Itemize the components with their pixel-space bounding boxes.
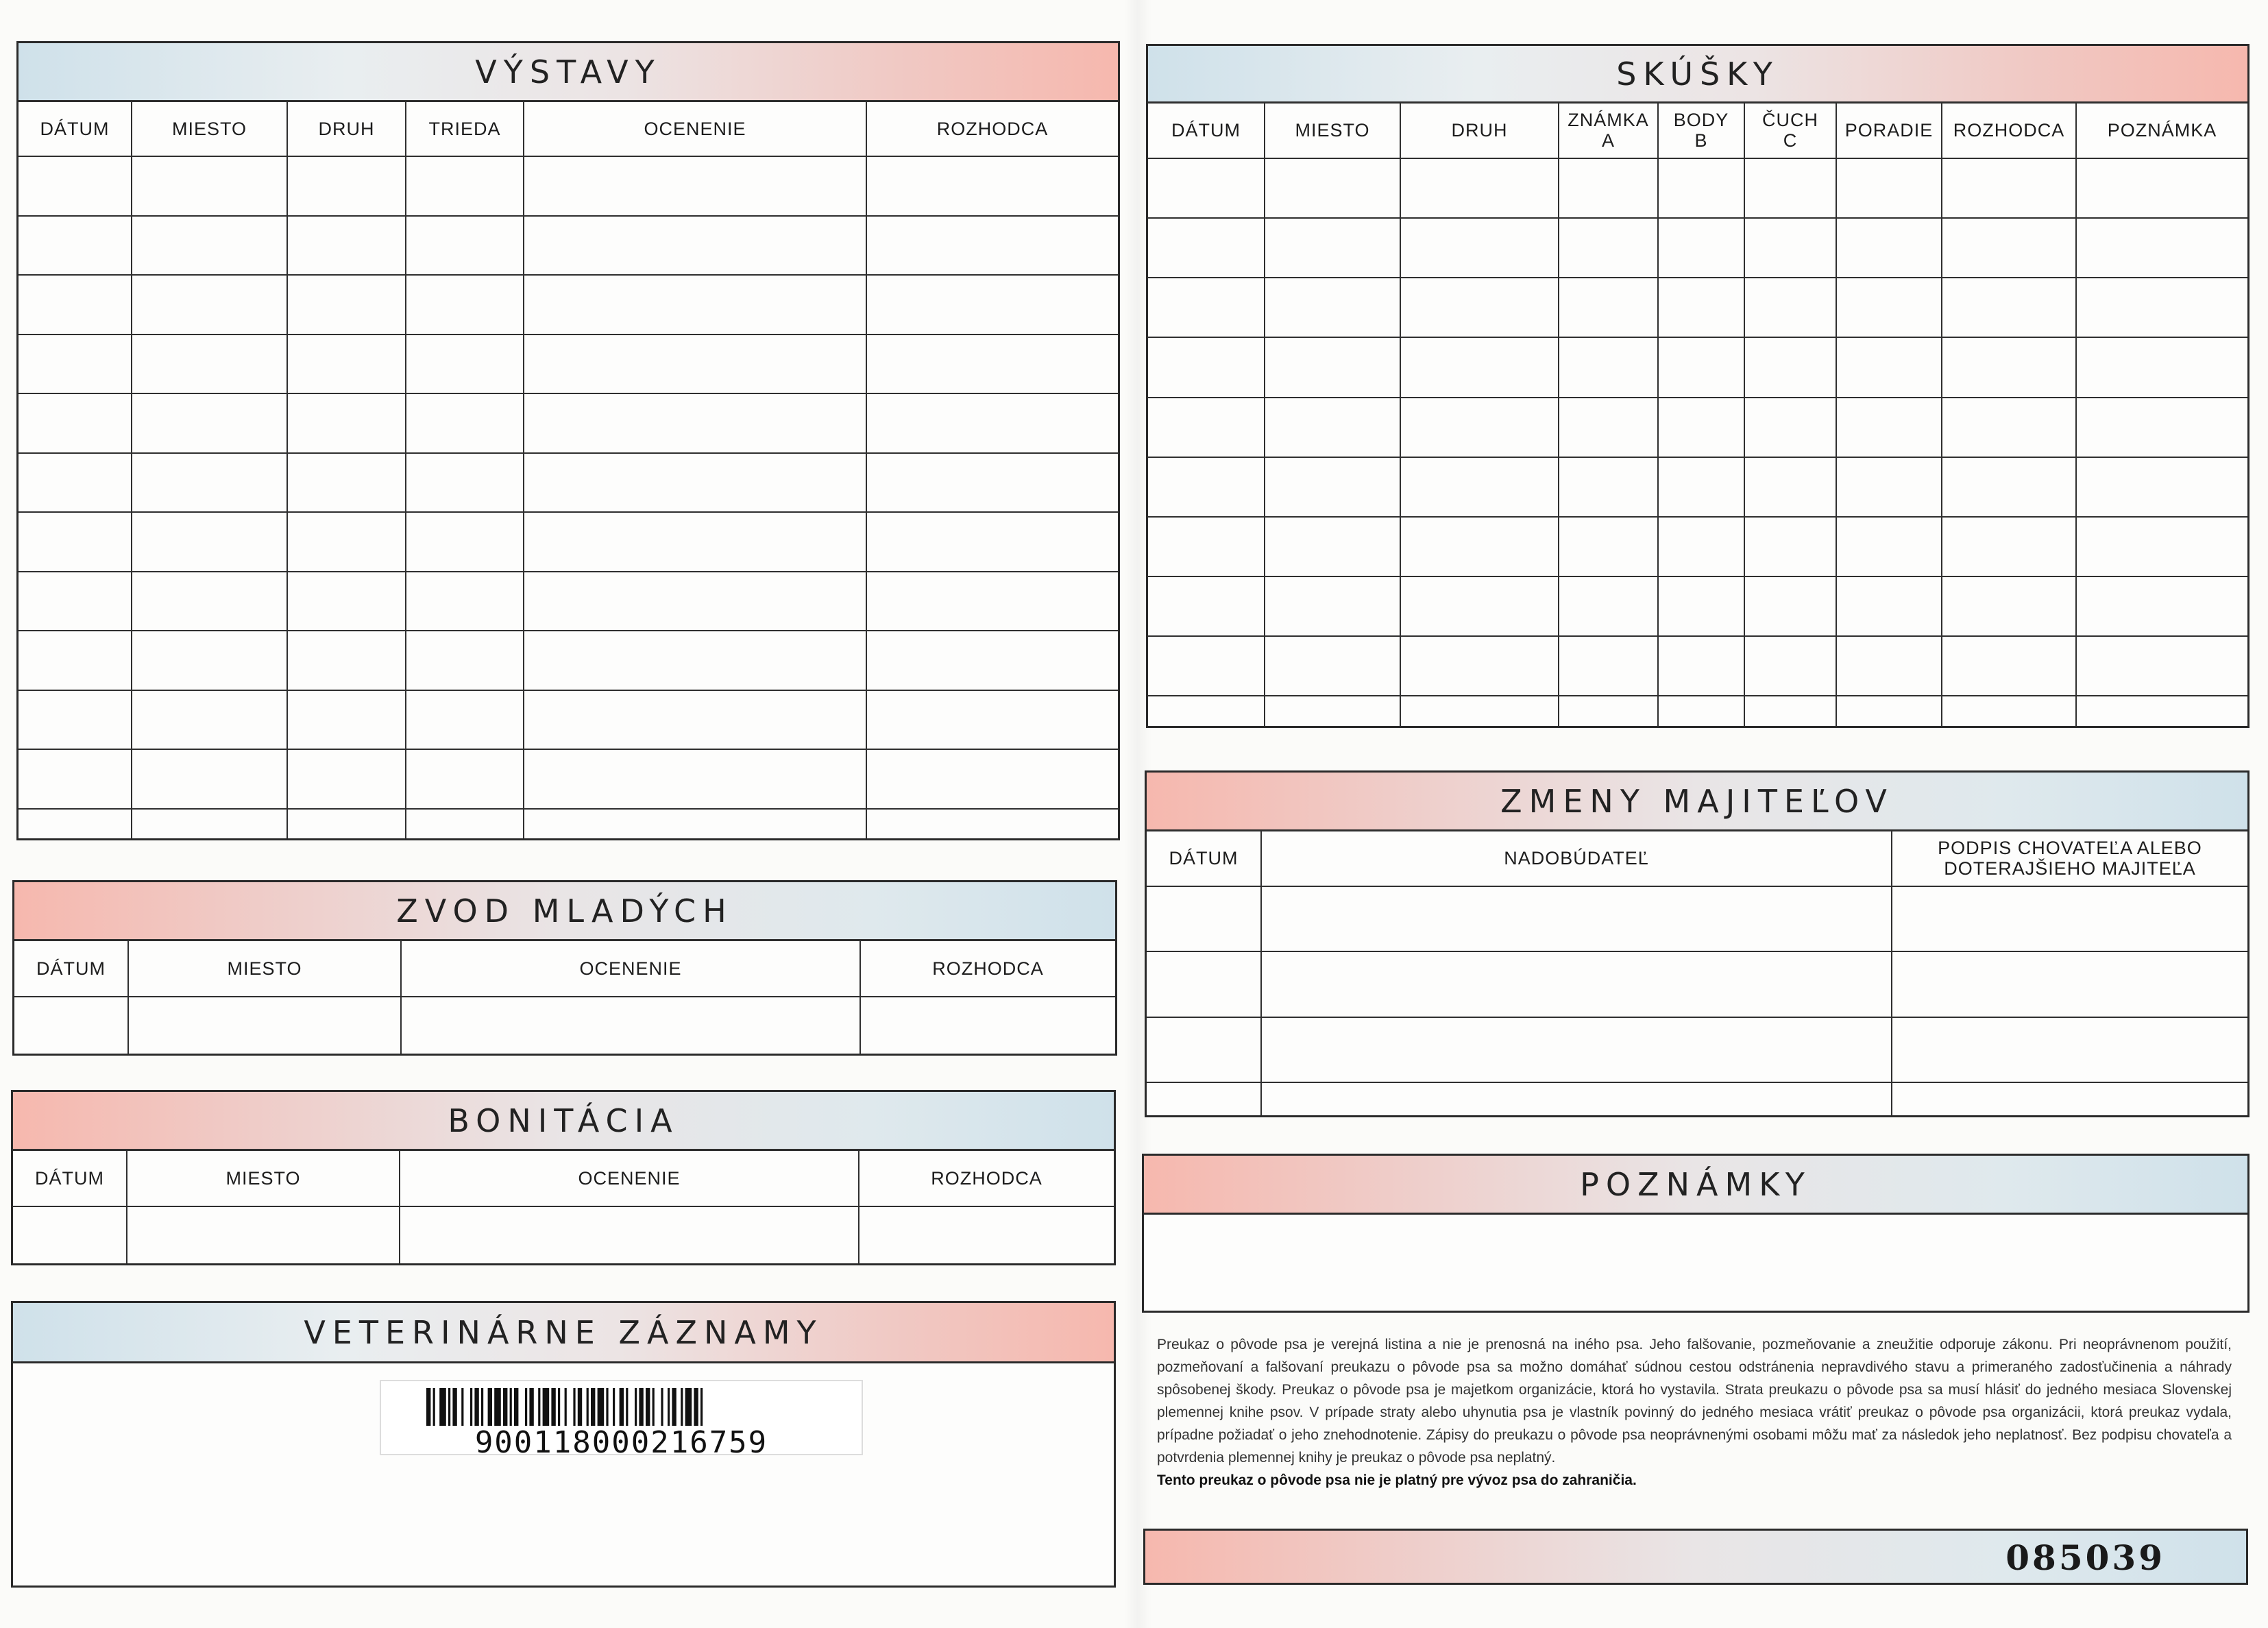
skusky-section — [1146, 44, 2249, 728]
skusky-col-miesto: MIESTO — [1265, 102, 1400, 158]
zmeny-row — [1147, 1082, 2247, 1115]
vystavy-col-rozhodca: ROZHODCA — [866, 101, 1118, 156]
table-cell[interactable] — [1400, 278, 1559, 337]
table-cell[interactable] — [406, 572, 524, 631]
table-cell[interactable] — [1942, 278, 2076, 337]
table-cell[interactable] — [1892, 951, 2247, 1017]
table-cell[interactable] — [1744, 636, 1836, 696]
table-cell[interactable] — [406, 275, 524, 335]
table-cell[interactable] — [524, 393, 866, 453]
table-cell[interactable] — [1836, 457, 1942, 517]
table-cell[interactable] — [1147, 1082, 1261, 1115]
table-cell[interactable] — [287, 749, 406, 809]
barcode-bars — [426, 1388, 824, 1426]
table-cell[interactable] — [128, 997, 401, 1054]
table-cell[interactable] — [1400, 218, 1559, 278]
vystavy-row — [19, 393, 1118, 453]
skusky-col-rozhodca: ROZHODCA — [1942, 102, 2076, 158]
table-cell[interactable] — [524, 156, 866, 216]
serial-number: 085039 — [2005, 1538, 2165, 1578]
table-cell[interactable] — [400, 1206, 859, 1263]
zmeny-col-nadobudatel: NADOBÚDATEĽ — [1261, 830, 1892, 886]
table-cell[interactable] — [132, 335, 287, 394]
table-cell[interactable] — [1942, 398, 2076, 457]
veterinarne-section — [11, 1301, 1116, 1588]
table-cell[interactable] — [866, 275, 1118, 335]
table-cell[interactable] — [1658, 457, 1744, 517]
table-cell[interactable] — [1658, 636, 1744, 696]
zmeny-col-podpis: PODPIS CHOVATEĽA ALEBO DOTERAJŠIEHO MAJITEĽA — [1892, 830, 2247, 886]
skusky-col-body: BODY B — [1658, 102, 1744, 158]
table-cell[interactable] — [19, 690, 132, 750]
vystavy-header-band — [19, 43, 1118, 102]
table-cell[interactable] — [2076, 218, 2247, 278]
table-cell[interactable] — [1836, 398, 1942, 457]
bonitacia-col-rozhodca: ROZHODCA — [859, 1150, 1114, 1206]
table-cell[interactable] — [19, 631, 132, 690]
skusky-row — [1148, 218, 2247, 278]
table-cell[interactable] — [19, 393, 132, 453]
table-cell[interactable] — [1942, 218, 2076, 278]
zvod-title: ZVOD MLADÝCH — [396, 892, 733, 930]
table-cell[interactable] — [406, 216, 524, 276]
table-cell[interactable] — [524, 690, 866, 750]
table-cell[interactable] — [287, 809, 406, 838]
table-cell[interactable] — [1265, 398, 1400, 457]
table-cell[interactable] — [1559, 517, 1658, 576]
vystavy-col-trieda: TRIEDA — [406, 101, 524, 156]
table-cell[interactable] — [1836, 576, 1942, 636]
table-cell[interactable] — [1559, 218, 1658, 278]
table-cell[interactable] — [1261, 1017, 1892, 1082]
table-cell[interactable] — [287, 216, 406, 276]
legal-notice — [1157, 1333, 2232, 1492]
table-cell[interactable] — [132, 749, 287, 809]
table-cell[interactable] — [19, 453, 132, 513]
table-cell[interactable] — [1261, 886, 1892, 951]
table-cell[interactable] — [1836, 278, 1942, 337]
table-cell[interactable] — [1265, 158, 1400, 218]
vystavy-row — [19, 453, 1118, 513]
table-cell[interactable] — [866, 512, 1118, 572]
table-cell[interactable] — [1658, 278, 1744, 337]
table-cell[interactable] — [287, 393, 406, 453]
table-cell[interactable] — [406, 335, 524, 394]
table-cell[interactable] — [1400, 517, 1559, 576]
table-cell[interactable] — [13, 1206, 127, 1263]
table-cell[interactable] — [524, 216, 866, 276]
table-cell[interactable] — [866, 809, 1118, 838]
table-cell[interactable] — [2076, 576, 2247, 636]
table-cell[interactable] — [1744, 337, 1836, 397]
table-cell[interactable] — [1942, 517, 2076, 576]
table-cell[interactable] — [1559, 696, 1658, 726]
table-cell[interactable] — [406, 749, 524, 809]
vystavy-row — [19, 216, 1118, 276]
skusky-row — [1148, 398, 2247, 457]
table-cell[interactable] — [1265, 517, 1400, 576]
table-cell[interactable] — [1148, 517, 1265, 576]
table-cell[interactable] — [1892, 1082, 2247, 1115]
poznamky-section — [1142, 1154, 2249, 1313]
table-cell[interactable] — [1658, 696, 1744, 726]
zmeny-title: ZMENY MAJITEĽOV — [1500, 782, 1894, 820]
zmeny-row — [1147, 1017, 2247, 1082]
table-cell[interactable] — [132, 156, 287, 216]
barcode-number: 900118000216759 — [474, 1425, 768, 1460]
table-cell[interactable] — [1658, 158, 1744, 218]
skusky-col-poradie: PORADIE — [1836, 102, 1942, 158]
zmeny-section — [1145, 770, 2249, 1117]
zvod-header-band — [14, 882, 1115, 941]
table-cell[interactable] — [1658, 576, 1744, 636]
vystavy-section — [16, 41, 1120, 840]
table-cell[interactable] — [1400, 636, 1559, 696]
table-cell[interactable] — [406, 512, 524, 572]
table-cell[interactable] — [132, 572, 287, 631]
zmeny-header-band — [1147, 773, 2247, 831]
vystavy-row — [19, 749, 1118, 809]
table-cell[interactable] — [1942, 636, 2076, 696]
skusky-col-cuch: ČUCH C — [1744, 102, 1836, 158]
table-cell[interactable] — [2076, 278, 2247, 337]
skusky-col-druh: DRUH — [1400, 102, 1559, 158]
barcode-sticker — [380, 1380, 863, 1460]
table-cell[interactable] — [1744, 278, 1836, 337]
table-cell[interactable] — [859, 1206, 1114, 1263]
table-cell[interactable] — [1658, 398, 1744, 457]
table-cell[interactable] — [1265, 457, 1400, 517]
table-cell[interactable] — [2076, 337, 2247, 397]
table-cell[interactable] — [1400, 457, 1559, 517]
table-cell[interactable] — [19, 275, 132, 335]
table-cell[interactable] — [19, 512, 132, 572]
table-cell[interactable] — [19, 335, 132, 394]
table-cell[interactable] — [1400, 696, 1559, 726]
table-cell[interactable] — [132, 393, 287, 453]
table-cell[interactable] — [524, 809, 866, 838]
table-cell[interactable] — [1148, 158, 1265, 218]
bonitacia-header-band — [13, 1092, 1114, 1151]
table-cell[interactable] — [1147, 1017, 1261, 1082]
table-cell[interactable] — [287, 275, 406, 335]
table-cell[interactable] — [287, 631, 406, 690]
table-cell[interactable] — [14, 997, 128, 1054]
vystavy-row — [19, 512, 1118, 572]
zvod-row — [14, 997, 1115, 1054]
skusky-row — [1148, 278, 2247, 337]
table-cell[interactable] — [1261, 1082, 1892, 1115]
legal-notice-text: Preukaz o pôvode psa je verejná listina a nie je prenosná na iného psa. Jeho falšovanie, pozmeňovanie a zneužitie odporuje zákonu. Pri neoprávnenom použití, pozmeňovaní a falšovaní preukazu o pôvode psa sa možno domáhať súdnou cestou odstránenia nepravdivého stavu a primeraného zadosťučinenia a náhrady spôsobenej škody. Preukaz o pôvode psa je majetkom organizácie, ktorá ho vystavila. Strata preukazu o pôvode psa sa musí hlásiť do jedného mesiaca Slovenskej plemennej knihe psov. V prípade straty alebo uhynutia psa je vlastník povinný do jedného mesiaca vrátiť preukaz o pôvode psa organizácii, ktorá preukaz vydala, prípadne požiadať o jeho znehodnotenie. Zápisy do preukazu o pôvode psa neoprávnenými osobami môžu mať za následok jeho neplatnosť. Bez podpisu chovateľa a potvrdenia plemennej knihy je preukaz o pôvode psa neplatný. — [1157, 1337, 2232, 1466]
table-cell[interactable] — [1559, 337, 1658, 397]
table-cell[interactable] — [1836, 218, 1942, 278]
table-cell[interactable] — [1744, 457, 1836, 517]
table-cell[interactable] — [1744, 517, 1836, 576]
table-cell[interactable] — [1148, 457, 1265, 517]
table-cell[interactable] — [287, 572, 406, 631]
vystavy-row — [19, 275, 1118, 335]
table-cell[interactable] — [2076, 517, 2247, 576]
table-cell[interactable] — [1892, 1017, 2247, 1082]
table-cell[interactable] — [1147, 886, 1261, 951]
table-cell[interactable] — [1559, 158, 1658, 218]
zvod-col-datum: DÁTUM — [14, 940, 128, 997]
vystavy-row — [19, 809, 1118, 838]
skusky-table — [1148, 101, 2247, 726]
table-cell[interactable] — [287, 335, 406, 394]
poznamky-title: POZNÁMKY — [1580, 1165, 1812, 1203]
table-cell[interactable] — [1148, 576, 1265, 636]
table-cell[interactable] — [866, 631, 1118, 690]
table-cell[interactable] — [866, 690, 1118, 750]
table-cell[interactable] — [1559, 636, 1658, 696]
table-cell[interactable] — [1148, 636, 1265, 696]
table-cell[interactable] — [287, 156, 406, 216]
bonitacia-col-miesto: MIESTO — [127, 1150, 400, 1206]
zmeny-row — [1147, 886, 2247, 951]
skusky-row — [1148, 158, 2247, 218]
table-cell[interactable] — [1836, 158, 1942, 218]
table-cell[interactable] — [2076, 696, 2247, 726]
zmeny-row — [1147, 951, 2247, 1017]
table-cell[interactable] — [287, 690, 406, 750]
skusky-row — [1148, 457, 2247, 517]
table-cell[interactable] — [2076, 158, 2247, 218]
table-cell[interactable] — [860, 997, 1115, 1054]
table-cell[interactable] — [524, 631, 866, 690]
table-cell[interactable] — [132, 275, 287, 335]
table-cell[interactable] — [866, 749, 1118, 809]
table-cell[interactable] — [287, 453, 406, 513]
zmeny-table — [1147, 829, 2247, 1115]
skusky-title: SKÚŠKY — [1616, 55, 1779, 93]
table-cell[interactable] — [1265, 218, 1400, 278]
table-cell[interactable] — [1400, 398, 1559, 457]
table-cell[interactable] — [1942, 457, 2076, 517]
table-cell[interactable] — [1942, 337, 2076, 397]
zvod-col-rozhodca: ROZHODCA — [860, 940, 1115, 997]
veterinarne-header-band — [13, 1303, 1114, 1363]
skusky-col-poznamka: POZNÁMKA — [2076, 102, 2247, 158]
table-cell[interactable] — [132, 512, 287, 572]
table-cell[interactable] — [19, 572, 132, 631]
vystavy-col-datum: DÁTUM — [19, 101, 132, 156]
table-cell[interactable] — [1658, 517, 1744, 576]
table-cell[interactable] — [1942, 696, 2076, 726]
table-cell[interactable] — [1400, 158, 1559, 218]
table-cell[interactable] — [1744, 576, 1836, 636]
table-cell[interactable] — [132, 690, 287, 750]
table-cell[interactable] — [1265, 636, 1400, 696]
table-cell[interactable] — [1261, 951, 1892, 1017]
poznamky-header-band — [1144, 1156, 2247, 1215]
vystavy-title: VÝSTAVY — [475, 53, 661, 90]
table-cell[interactable] — [866, 453, 1118, 513]
table-cell[interactable] — [406, 809, 524, 838]
zvod-table — [14, 939, 1115, 1054]
table-cell[interactable] — [1148, 218, 1265, 278]
zvod-col-miesto: MIESTO — [128, 940, 401, 997]
table-cell[interactable] — [132, 216, 287, 276]
table-cell[interactable] — [401, 997, 860, 1054]
table-cell[interactable] — [866, 393, 1118, 453]
table-cell[interactable] — [19, 809, 132, 838]
bonitacia-col-ocenenie: OCENENIE — [400, 1150, 859, 1206]
table-cell[interactable] — [866, 335, 1118, 394]
table-cell[interactable] — [19, 216, 132, 276]
table-cell[interactable] — [1147, 951, 1261, 1017]
vystavy-row — [19, 335, 1118, 394]
table-cell[interactable] — [1559, 576, 1658, 636]
vystavy-row — [19, 572, 1118, 631]
vystavy-row — [19, 690, 1118, 750]
table-cell[interactable] — [127, 1206, 400, 1263]
table-cell[interactable] — [524, 749, 866, 809]
table-cell[interactable] — [1148, 398, 1265, 457]
table-cell[interactable] — [406, 453, 524, 513]
table-cell[interactable] — [1265, 696, 1400, 726]
table-cell[interactable] — [1148, 278, 1265, 337]
table-cell[interactable] — [524, 512, 866, 572]
vystavy-table — [19, 100, 1118, 838]
table-cell[interactable] — [2076, 398, 2247, 457]
vystavy-col-druh: DRUH — [287, 101, 406, 156]
table-cell[interactable] — [1148, 696, 1265, 726]
skusky-header-band — [1148, 46, 2247, 104]
table-cell[interactable] — [406, 690, 524, 750]
bonitacia-section — [11, 1090, 1116, 1265]
table-cell[interactable] — [406, 393, 524, 453]
vystavy-row — [19, 156, 1118, 216]
bonitacia-title: BONITÁCIA — [448, 1102, 679, 1139]
legal-notice-bold: Tento preukaz o pôvode psa nie je platný pre vývoz psa do zahraničia. — [1157, 1472, 1637, 1488]
skusky-row — [1148, 517, 2247, 576]
table-cell[interactable] — [1658, 218, 1744, 278]
table-cell[interactable] — [1265, 576, 1400, 636]
table-cell[interactable] — [524, 453, 866, 513]
bonitacia-col-datum: DÁTUM — [13, 1150, 127, 1206]
table-cell[interactable] — [287, 512, 406, 572]
veterinarne-title: VETERINÁRNE ZÁZNAMY — [304, 1313, 823, 1351]
vystavy-col-ocenenie: OCENENIE — [524, 101, 866, 156]
skusky-row — [1148, 636, 2247, 696]
table-cell[interactable] — [1836, 636, 1942, 696]
table-cell[interactable] — [1942, 576, 2076, 636]
skusky-col-znamka: ZNÁMKA A — [1559, 102, 1658, 158]
table-cell[interactable] — [1744, 158, 1836, 218]
skusky-row — [1148, 576, 2247, 636]
zmeny-col-datum: DÁTUM — [1147, 830, 1261, 886]
vystavy-row — [19, 631, 1118, 690]
table-cell[interactable] — [1892, 886, 2247, 951]
serial-band — [1143, 1529, 2248, 1585]
table-cell[interactable] — [2076, 636, 2247, 696]
table-cell[interactable] — [1400, 576, 1559, 636]
table-cell[interactable] — [524, 275, 866, 335]
vystavy-col-miesto: MIESTO — [132, 101, 287, 156]
table-cell[interactable] — [524, 335, 866, 394]
table-cell[interactable] — [2076, 457, 2247, 517]
table-cell[interactable] — [1744, 218, 1836, 278]
skusky-row — [1148, 337, 2247, 397]
table-cell[interactable] — [1658, 337, 1744, 397]
skusky-col-datum: DÁTUM — [1148, 102, 1265, 158]
bonitacia-table — [13, 1149, 1114, 1263]
table-cell[interactable] — [19, 156, 132, 216]
table-cell[interactable] — [406, 156, 524, 216]
table-cell[interactable] — [1942, 158, 2076, 218]
table-cell[interactable] — [1744, 398, 1836, 457]
table-cell[interactable] — [1836, 696, 1942, 726]
table-cell[interactable] — [1148, 337, 1265, 397]
table-cell[interactable] — [406, 631, 524, 690]
table-cell[interactable] — [1559, 398, 1658, 457]
table-cell[interactable] — [1744, 696, 1836, 726]
table-cell[interactable] — [132, 453, 287, 513]
table-cell[interactable] — [1836, 337, 1942, 397]
table-cell[interactable] — [1559, 278, 1658, 337]
table-cell[interactable] — [1559, 457, 1658, 517]
skusky-row — [1148, 696, 2247, 726]
table-cell[interactable] — [132, 631, 287, 690]
poznamky-body[interactable] — [1144, 1215, 2247, 1311]
table-cell[interactable] — [866, 156, 1118, 216]
table-cell[interactable] — [1265, 337, 1400, 397]
table-cell[interactable] — [866, 572, 1118, 631]
table-cell[interactable] — [132, 809, 287, 838]
table-cell[interactable] — [866, 216, 1118, 276]
table-cell[interactable] — [524, 572, 866, 631]
table-cell[interactable] — [1836, 517, 1942, 576]
zvod-section — [12, 880, 1117, 1056]
zvod-col-ocenenie: OCENENIE — [401, 940, 860, 997]
table-cell[interactable] — [1400, 337, 1559, 397]
table-cell[interactable] — [1265, 278, 1400, 337]
table-cell[interactable] — [19, 749, 132, 809]
bonitacia-row — [13, 1206, 1114, 1263]
